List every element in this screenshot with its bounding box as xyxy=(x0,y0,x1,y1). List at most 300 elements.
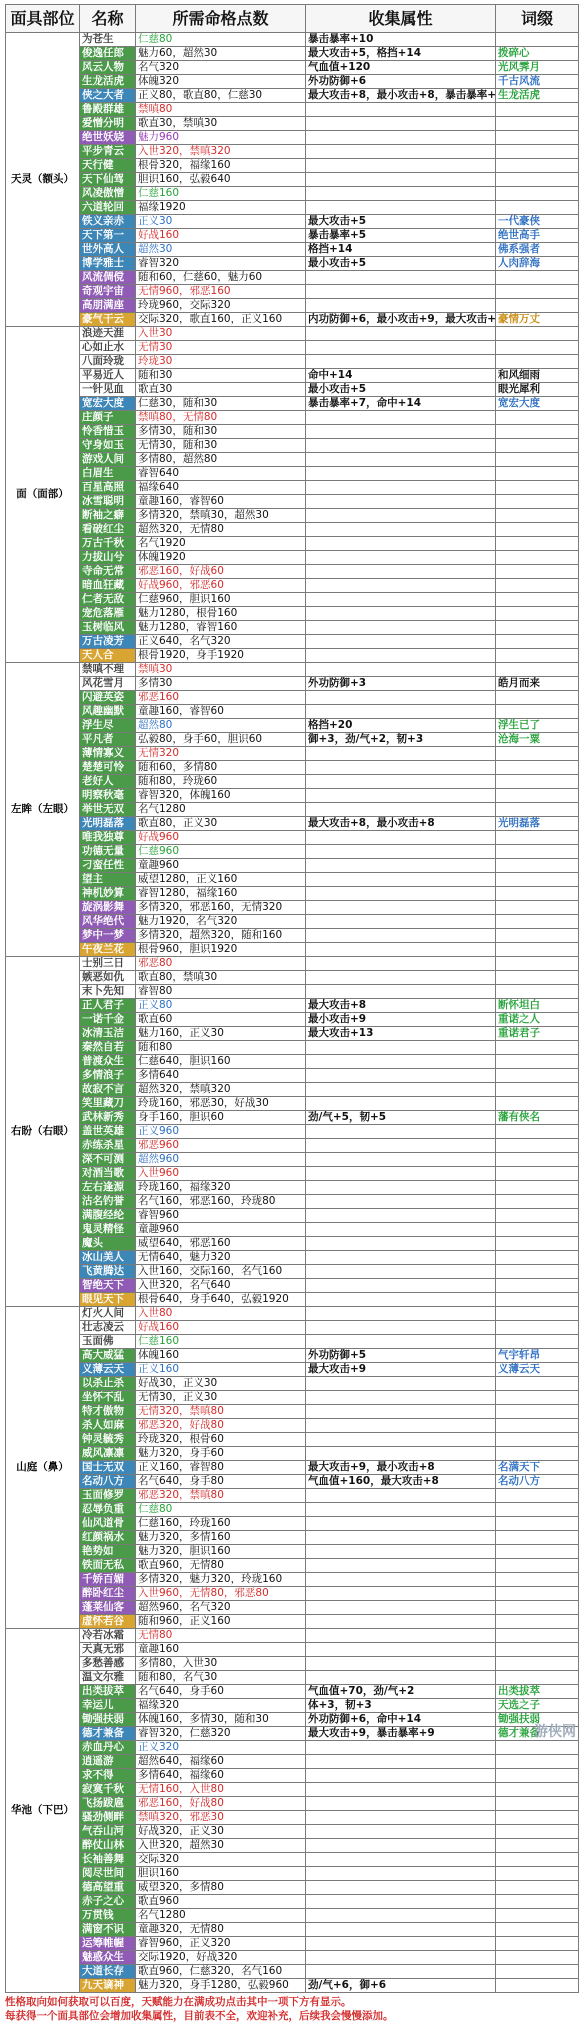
table-row xyxy=(6,89,579,103)
requirement-cell xyxy=(136,1363,306,1377)
requirement-text: 禁嗔320，邪恶30 xyxy=(138,1811,224,1823)
attribute-cell: 气血值+120 xyxy=(306,61,496,75)
attribute-cell: 外功防御+5 xyxy=(306,1349,496,1363)
mask-name-cell: 光明磊落 xyxy=(80,817,136,831)
mask-part-cell: 天灵（额头） xyxy=(6,33,80,327)
requirement-cell xyxy=(136,691,306,705)
mask-name-cell: 寂寞千秋 xyxy=(80,1783,136,1797)
affix-cell xyxy=(496,1923,579,1937)
mask-name-cell: 秦然自若 xyxy=(80,1041,136,1055)
requirement-text: 玲珑160，福缘320 xyxy=(138,1181,231,1193)
requirement-text: 禁嗔30 xyxy=(138,663,172,675)
requirement-text: 仁慈80 xyxy=(138,1503,172,1515)
requirement-text: 福缘320 xyxy=(138,1699,179,1711)
requirement-cell xyxy=(136,1615,306,1629)
requirement-cell xyxy=(136,1545,306,1559)
affix-cell xyxy=(496,187,579,201)
mask-name-cell: 眼见天下 xyxy=(80,1293,136,1307)
table-row xyxy=(6,481,579,495)
attribute-cell xyxy=(306,1643,496,1657)
affix-cell xyxy=(496,1391,579,1405)
site-watermark: 游侠网 xyxy=(534,1721,576,1741)
table-row xyxy=(6,1685,579,1699)
mask-name-cell: 士别三日 xyxy=(80,957,136,971)
attribute-cell xyxy=(306,1097,496,1111)
requirement-cell xyxy=(136,369,306,383)
attribute-cell xyxy=(306,159,496,173)
mask-name-cell: 风云人物 xyxy=(80,61,136,75)
affix-cell xyxy=(496,789,579,803)
requirement-cell xyxy=(136,1475,306,1489)
mask-name-cell: 万古千秋 xyxy=(80,537,136,551)
requirement-text: 魅力320，胆识160 xyxy=(138,1545,231,1557)
affix-cell xyxy=(496,299,579,313)
mask-name-cell: 国士无双 xyxy=(80,1461,136,1475)
table-row xyxy=(6,1027,579,1041)
footer-notes xyxy=(5,1995,578,2023)
mask-name-cell: 平凡者 xyxy=(80,733,136,747)
mask-name-cell: 满腹经纶 xyxy=(80,1209,136,1223)
table-row xyxy=(6,1629,579,1643)
mask-name-cell: 气吞山河 xyxy=(80,1825,136,1839)
table-row xyxy=(6,467,579,481)
table-row xyxy=(6,677,579,691)
attribute-cell xyxy=(306,1195,496,1209)
table-row xyxy=(6,187,579,201)
mask-name-cell: 左右逢源 xyxy=(80,1181,136,1195)
requirement-cell xyxy=(136,425,306,439)
table-row xyxy=(6,1797,579,1811)
requirement-text: 正义80，歌直80，仁慈30 xyxy=(138,89,262,101)
requirement-cell xyxy=(136,1587,306,1601)
affix-cell xyxy=(496,1433,579,1447)
attribute-cell xyxy=(306,523,496,537)
mask-name-cell: 赤练杀星 xyxy=(80,1139,136,1153)
mask-name-cell: 神机妙算 xyxy=(80,887,136,901)
requirement-cell xyxy=(136,1279,306,1293)
table-row xyxy=(6,1531,579,1545)
attribute-cell xyxy=(306,117,496,131)
requirement-text: 玲珑960，交际320 xyxy=(138,299,231,311)
requirement-cell xyxy=(136,1881,306,1895)
attribute-cell xyxy=(306,859,496,873)
requirement-text: 好战160 xyxy=(138,1321,179,1333)
requirement-text: 交际320 xyxy=(138,1853,179,1865)
table-row xyxy=(6,1811,579,1825)
affix-cell xyxy=(496,803,579,817)
mask-name-cell: 玉面佛 xyxy=(80,1335,136,1349)
requirement-text: 魅力320，身手60 xyxy=(138,1447,224,1459)
requirement-text: 仁慈160 xyxy=(138,1335,179,1347)
requirement-text: 无情320 xyxy=(138,747,179,759)
requirement-cell xyxy=(136,579,306,593)
affix-cell: 断怀坦白 xyxy=(496,999,579,1013)
affix-cell xyxy=(496,1307,579,1321)
attribute-cell xyxy=(306,1895,496,1909)
mask-name-cell: 飞扬跋扈 xyxy=(80,1797,136,1811)
attribute-cell: 最小攻击+9 xyxy=(306,1013,496,1027)
requirement-text: 体魄160，多情30，随和30 xyxy=(138,1713,269,1725)
table-row xyxy=(6,117,579,131)
requirement-text: 魅力320，多情160 xyxy=(138,1531,231,1543)
table-row xyxy=(6,1111,579,1125)
attribute-cell xyxy=(306,173,496,187)
table-row xyxy=(6,831,579,845)
affix-cell xyxy=(496,201,579,215)
attribute-cell xyxy=(306,1083,496,1097)
affix-cell: 拨碎心 xyxy=(496,47,579,61)
mask-name-cell: 天行健 xyxy=(80,159,136,173)
requirement-cell xyxy=(136,915,306,929)
requirement-text: 体魄1920 xyxy=(138,551,186,563)
mask-name-cell: 赤血丹心 xyxy=(80,1741,136,1755)
table-row xyxy=(6,341,579,355)
requirement-text: 无情960，邪恶160 xyxy=(138,285,231,297)
requirement-cell xyxy=(136,229,306,243)
mask-name-cell: 天真无邪 xyxy=(80,1643,136,1657)
requirement-text: 入世320，禁嗔320 xyxy=(138,145,231,157)
table-row xyxy=(6,271,579,285)
requirement-text: 玲珑320，根骨60 xyxy=(138,1433,224,1445)
mask-name-cell: 守身如玉 xyxy=(80,439,136,453)
requirement-cell xyxy=(136,1055,306,1069)
attribute-cell: 最大攻击+9，最小攻击+8 xyxy=(306,1461,496,1475)
table-row xyxy=(6,1251,579,1265)
requirement-cell xyxy=(136,789,306,803)
table-row xyxy=(6,1965,579,1979)
affix-cell xyxy=(496,537,579,551)
requirement-text: 无情30，随和30 xyxy=(138,439,217,451)
mask-name-cell: 望主 xyxy=(80,873,136,887)
requirement-text: 体魄320 xyxy=(138,75,179,87)
table-row xyxy=(6,971,579,985)
attribute-cell xyxy=(306,1265,496,1279)
table-row xyxy=(6,1447,579,1461)
requirement-cell xyxy=(136,1741,306,1755)
affix-cell xyxy=(496,467,579,481)
table-row xyxy=(6,1867,579,1881)
requirement-text: 根骨640，身手640，弘毅1920 xyxy=(138,1293,289,1305)
affix-cell xyxy=(496,1083,579,1097)
attribute-cell xyxy=(306,1223,496,1237)
requirement-text: 名气160，邪恶160，玲珑80 xyxy=(138,1195,275,1207)
requirement-cell xyxy=(136,1811,306,1825)
table-row xyxy=(6,1349,579,1363)
mask-name-cell: 九天谪神 xyxy=(80,1979,136,1993)
requirement-cell xyxy=(136,1797,306,1811)
table-row xyxy=(6,551,579,565)
attribute-cell xyxy=(306,1237,496,1251)
table-row xyxy=(6,61,579,75)
mask-name-cell: 浮生尽 xyxy=(80,719,136,733)
requirement-cell xyxy=(136,173,306,187)
mask-name-cell: 魅惑众生 xyxy=(80,1951,136,1965)
affix-cell xyxy=(496,1447,579,1461)
table-row xyxy=(6,649,579,663)
requirement-cell xyxy=(136,831,306,845)
attribute-cell xyxy=(306,495,496,509)
table-row xyxy=(6,1307,579,1321)
attribute-cell xyxy=(306,1559,496,1573)
attribute-cell xyxy=(306,1671,496,1685)
attribute-cell xyxy=(306,579,496,593)
requirement-text: 歌直960 xyxy=(138,1895,179,1907)
affix-cell: 豪情万丈 xyxy=(496,313,579,327)
attribute-cell xyxy=(306,649,496,663)
affix-cell xyxy=(496,593,579,607)
table-row xyxy=(6,635,579,649)
affix-cell xyxy=(496,1783,579,1797)
requirement-cell xyxy=(136,593,306,607)
attribute-cell xyxy=(306,1055,496,1069)
attribute-cell: 最小攻击+5 xyxy=(306,257,496,271)
requirement-cell xyxy=(136,1727,306,1741)
attribute-cell xyxy=(306,1965,496,1979)
requirement-cell xyxy=(136,1349,306,1363)
attribute-cell xyxy=(306,467,496,481)
affix-cell xyxy=(496,1937,579,1951)
table-row xyxy=(6,579,579,593)
requirement-text: 随和60，多情80 xyxy=(138,761,217,773)
requirement-cell xyxy=(136,663,306,677)
requirement-cell xyxy=(136,1937,306,1951)
mask-name-cell: 功德无量 xyxy=(80,845,136,859)
requirement-text: 多情640 xyxy=(138,1069,179,1081)
table-row xyxy=(6,1615,579,1629)
attribute-cell xyxy=(306,929,496,943)
requirement-text: 根骨320，福缘160 xyxy=(138,159,231,171)
table-row xyxy=(6,1013,579,1027)
requirement-cell xyxy=(136,999,306,1013)
table-row xyxy=(6,887,579,901)
attribute-cell xyxy=(306,1419,496,1433)
requirement-text: 睿智80 xyxy=(138,985,172,997)
mask-name-cell: 铁义亲赤 xyxy=(80,215,136,229)
table-row xyxy=(6,215,579,229)
attribute-cell: 暴击暴率+10 xyxy=(306,33,496,47)
requirement-cell xyxy=(136,1377,306,1391)
attribute-cell: 最大攻击+5，格挡+14 xyxy=(306,47,496,61)
requirement-cell xyxy=(136,467,306,481)
affix-cell xyxy=(496,775,579,789)
table-row xyxy=(6,1727,579,1741)
requirement-text: 多情320，魅力320，玲珑160 xyxy=(138,1573,282,1585)
requirement-cell xyxy=(136,761,306,775)
requirement-text: 正义640，名气320 xyxy=(138,635,231,647)
attribute-cell: 最大攻击+13 xyxy=(306,1027,496,1041)
mask-name-cell: 豪气干云 xyxy=(80,313,136,327)
requirement-text: 随和960，正义160 xyxy=(138,1615,231,1627)
affix-cell xyxy=(496,957,579,971)
mask-name-cell: 怜香惜玉 xyxy=(80,425,136,439)
affix-cell xyxy=(496,495,579,509)
requirement-cell xyxy=(136,621,306,635)
requirement-text: 魅力320，身手1280，弘毅960 xyxy=(138,1979,289,1991)
requirement-text: 超然320，禁嗔320 xyxy=(138,1083,231,1095)
affix-cell xyxy=(496,1951,579,1965)
table-row xyxy=(6,1069,579,1083)
table-row xyxy=(6,1825,579,1839)
requirement-text: 超然640，福缘60 xyxy=(138,1755,224,1767)
mask-name-cell: 高大威猛 xyxy=(80,1349,136,1363)
attribute-cell: 外功防御+6 xyxy=(306,75,496,89)
attribute-cell xyxy=(306,1209,496,1223)
requirement-cell xyxy=(136,1293,306,1307)
attribute-cell xyxy=(306,1041,496,1055)
requirement-text: 歌直80，禁嗔30 xyxy=(138,971,217,983)
attribute-cell xyxy=(306,1377,496,1391)
affix-cell xyxy=(496,635,579,649)
attribute-cell: 气血值+70，劲/气+2 xyxy=(306,1685,496,1699)
attribute-cell xyxy=(306,1335,496,1349)
mask-name-cell: 正人君子 xyxy=(80,999,136,1013)
requirement-text: 睿智320，仁慈320 xyxy=(138,1727,231,1739)
table-body xyxy=(6,33,579,1993)
requirement-text: 睿智960 xyxy=(138,1209,179,1221)
requirement-text: 威望320，多情80 xyxy=(138,1881,224,1893)
table-row xyxy=(6,1937,579,1951)
attribute-cell xyxy=(306,1251,496,1265)
requirement-cell xyxy=(136,89,306,103)
attribute-cell xyxy=(306,509,496,523)
table-row xyxy=(6,201,579,215)
requirement-text: 多情80，入世30 xyxy=(138,1657,217,1669)
affix-cell xyxy=(496,509,579,523)
requirement-text: 魅力960 xyxy=(138,131,179,143)
requirement-text: 胆识160 xyxy=(138,1867,179,1879)
affix-cell xyxy=(496,1531,579,1545)
affix-cell xyxy=(496,1909,579,1923)
mask-name-cell: 刁蛮任性 xyxy=(80,859,136,873)
table-row xyxy=(6,299,579,313)
table-row xyxy=(6,369,579,383)
requirement-cell xyxy=(136,1895,306,1909)
mask-name-cell: 仁者无敌 xyxy=(80,593,136,607)
requirement-text: 弘毅80，身手60，胆识60 xyxy=(138,733,262,745)
requirement-cell xyxy=(136,1769,306,1783)
affix-cell xyxy=(496,1419,579,1433)
affix-cell xyxy=(496,1867,579,1881)
table-row xyxy=(6,383,579,397)
requirement-text: 威望1280，正义160 xyxy=(138,873,237,885)
affix-cell: 义薄云天 xyxy=(496,1363,579,1377)
mask-name-cell: 红颜祸水 xyxy=(80,1531,136,1545)
affix-cell xyxy=(496,523,579,537)
mask-name-cell: 俊逸任郎 xyxy=(80,47,136,61)
attribute-cell xyxy=(306,943,496,957)
requirement-text: 名气320 xyxy=(138,61,179,73)
attribute-cell xyxy=(306,1797,496,1811)
table-row xyxy=(6,957,579,971)
table-row xyxy=(6,691,579,705)
attribute-cell xyxy=(306,1167,496,1181)
mask-name-cell: 仙风道骨 xyxy=(80,1517,136,1531)
affix-cell xyxy=(496,1209,579,1223)
table-row xyxy=(6,131,579,145)
requirement-text: 入世80 xyxy=(138,1307,172,1319)
mask-name-cell: 铁面无私 xyxy=(80,1559,136,1573)
attribute-cell: 劲/气+6，御+6 xyxy=(306,1979,496,1993)
table-row xyxy=(6,1153,579,1167)
affix-cell xyxy=(496,1657,579,1671)
table-row xyxy=(6,943,579,957)
affix-cell: 名满天下 xyxy=(496,1461,579,1475)
attribute-cell xyxy=(306,1279,496,1293)
requirement-text: 根骨960，胆识1920 xyxy=(138,943,237,955)
mask-name-cell: 出类拔萃 xyxy=(80,1685,136,1699)
requirement-text: 好战30，正义30 xyxy=(138,1377,217,1389)
table-row xyxy=(6,313,579,327)
requirement-cell xyxy=(136,635,306,649)
table-row xyxy=(6,1195,579,1209)
requirement-text: 无情80 xyxy=(138,1629,172,1641)
mask-name-cell: 风凌傲憎 xyxy=(80,187,136,201)
requirement-cell xyxy=(136,1685,306,1699)
requirement-text: 仁慈960 xyxy=(138,845,179,857)
requirement-cell xyxy=(136,649,306,663)
requirement-text: 多情30，随和30 xyxy=(138,425,217,437)
attribute-cell: 最小攻击+5 xyxy=(306,383,496,397)
attribute-cell xyxy=(306,551,496,565)
requirement-text: 无情640，魅力320 xyxy=(138,1251,231,1263)
attribute-cell xyxy=(306,1069,496,1083)
requirement-cell xyxy=(136,985,306,999)
mask-name-cell: 百星高照 xyxy=(80,481,136,495)
attribute-cell xyxy=(306,803,496,817)
attribute-cell xyxy=(306,131,496,145)
affix-cell: 气宇轩昂 xyxy=(496,1349,579,1363)
mask-name-cell: 奇观宇宙 xyxy=(80,285,136,299)
requirement-cell xyxy=(136,285,306,299)
mask-name-cell: 幸运儿 xyxy=(80,1699,136,1713)
mask-name-cell: 威风凛凛 xyxy=(80,1447,136,1461)
requirement-cell xyxy=(136,1923,306,1937)
mask-name-cell: 浪迹天涯 xyxy=(80,327,136,341)
table-row xyxy=(6,1643,579,1657)
mask-name-cell: 醉仗山林 xyxy=(80,1839,136,1853)
requirement-cell xyxy=(136,1559,306,1573)
mask-name-cell: 多情浪子 xyxy=(80,1069,136,1083)
mask-name-cell: 八面玲珑 xyxy=(80,355,136,369)
requirement-cell xyxy=(136,845,306,859)
table-row xyxy=(6,607,579,621)
attribute-cell xyxy=(306,1181,496,1195)
affix-cell xyxy=(496,1853,579,1867)
mask-name-cell: 求不得 xyxy=(80,1769,136,1783)
attribute-cell xyxy=(306,341,496,355)
requirement-cell xyxy=(136,341,306,355)
table-row xyxy=(6,1671,579,1685)
requirement-cell xyxy=(136,719,306,733)
requirement-text: 交际320，歌直160，正义160 xyxy=(138,313,282,325)
mask-name-cell: 武林新秀 xyxy=(80,1111,136,1125)
requirement-cell xyxy=(136,201,306,215)
requirement-text: 随和80 xyxy=(138,1041,172,1053)
requirement-text: 玲珑30 xyxy=(138,355,172,367)
requirement-text: 歌直30 xyxy=(138,383,172,395)
table-row xyxy=(6,75,579,89)
attribute-cell xyxy=(306,1307,496,1321)
mask-name-cell: 长袖善舞 xyxy=(80,1853,136,1867)
table-row xyxy=(6,1951,579,1965)
table-row xyxy=(6,1167,579,1181)
mask-name-cell: 冷若冰霜 xyxy=(80,1629,136,1643)
affix-cell xyxy=(496,131,579,145)
attribute-cell xyxy=(306,1153,496,1167)
attribute-cell xyxy=(306,425,496,439)
attribute-cell xyxy=(306,901,496,915)
requirement-cell xyxy=(136,803,306,817)
